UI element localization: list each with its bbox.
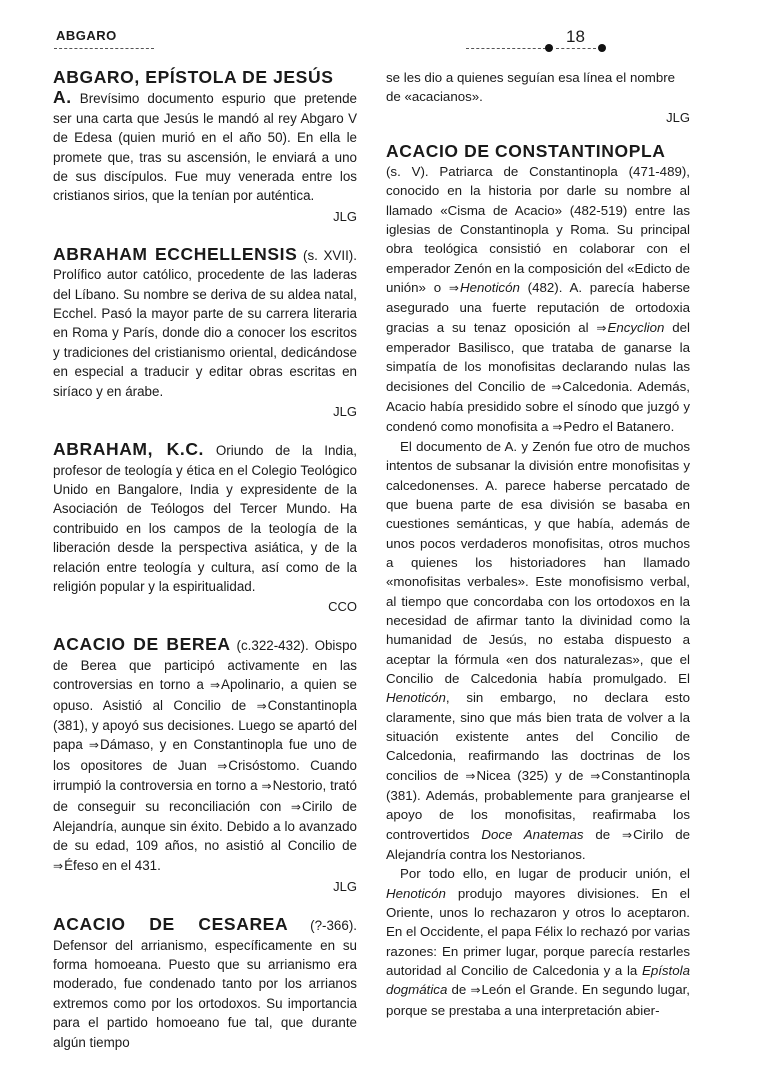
- cross-reference-link[interactable]: Cirilo de Alejandría: [53, 798, 357, 834]
- cross-reference-link[interactable]: Nicea: [476, 767, 511, 783]
- author-initials: CCO: [328, 599, 357, 615]
- entry-text: del emperador Basilisco, que trataba de ganarse la simpatía de los monofisitas declarando nulas las decisiones del Concilio de: [386, 319, 690, 394]
- entry-abraham-ecchellensis: [53, 245, 357, 422]
- running-head: ABGARO: [56, 28, 117, 43]
- cross-reference-arrow-icon: ⇒: [53, 858, 64, 873]
- cross-reference-arrow-icon: ⇒: [465, 768, 476, 783]
- entry-text: produjo mayores divisiones. En el Oriente, unos lo rechazaron y otros lo aceptaron. En el Occidente, el papa Félix lo rechazó por varias razones: En primer lugar, porque parecía restarles autoridad al Concilio de Calcedonia y a la: [386, 885, 690, 979]
- cross-reference-arrow-icon: ⇒: [290, 799, 301, 814]
- author-initials: JLG: [666, 109, 690, 125]
- headword: ABRAHAM ECCHELLENSIS: [53, 243, 298, 264]
- entry-text: Defensor del arrianismo, específicamente en su forma homoeana. Puesto que su arrianismo era moderado, fue condenado tanto por los arrianos extremos como por los ortodoxos. Su importancia para el partido homoeano fue tal, que durante algún tiempo: [53, 937, 357, 1050]
- cross-reference-link[interactable]: Crisóstomo: [228, 757, 297, 773]
- italic-title: Epístola dogmática: [386, 963, 690, 998]
- cross-reference-link[interactable]: Pedro el Batanero: [563, 418, 671, 434]
- entry-text: Brevísimo documento espurio que pretende ser una carta que Jesús le mandó al rey Abgaro V de Edesa (quien murió en el año 50). En ella le promete que, tras su ascensión, le enviará a uno de sus discípulos. Fue muy venerada entre los cristianos sirios, que la tenían por auténtica.: [53, 91, 357, 204]
- italic-title: Henoticón: [386, 885, 446, 901]
- entry-acacio-de-cesarea-part2: [386, 68, 690, 128]
- headword: ABGARO, EPÍSTOLA DE JESÚS: [53, 67, 334, 87]
- entry-text: (381), y apoyó sus decisiones. Luego se apartó del papa: [53, 717, 357, 753]
- cross-reference-link[interactable]: Cirilo de Alejandría: [386, 826, 690, 863]
- cross-reference-link[interactable]: Encyclion: [607, 319, 665, 335]
- cross-reference-link[interactable]: Constantinopla: [267, 697, 357, 713]
- italic-title: Henoticón: [386, 690, 446, 706]
- cross-reference-arrow-icon: ⇒: [470, 983, 481, 998]
- entry-text: de: [447, 982, 471, 998]
- header-rule-mid: [556, 48, 596, 49]
- cross-reference-arrow-icon: ⇒: [217, 758, 228, 773]
- entry-text: contra los Nestorianos.: [445, 847, 586, 863]
- author-initials: JLG: [333, 879, 357, 895]
- cross-reference-arrow-icon: ⇒: [448, 281, 459, 296]
- header-dot-right: [598, 44, 606, 52]
- entry-acacio-de-berea: [53, 635, 357, 897]
- entry-dates: (s. V).: [386, 164, 429, 180]
- cross-reference-link[interactable]: Constantinopla: [601, 767, 691, 783]
- headword: ABRAHAM, K.C.: [53, 439, 205, 460]
- header-rule-left: [54, 48, 154, 49]
- cross-reference-arrow-icon: ⇒: [88, 738, 99, 753]
- entry-text: Por todo ello, en lugar de producir unión, el: [400, 866, 690, 882]
- headword: ACACIO DE CESAREA: [53, 914, 289, 935]
- cross-reference-arrow-icon: ⇒: [552, 419, 563, 434]
- entry-text: . En segundo lugar, porque se prestaba a una interpretación abier-: [386, 982, 690, 1018]
- entry-text: en el 431.: [98, 857, 161, 873]
- author-initials: JLG: [333, 208, 357, 224]
- entry-text: . Cuando irrumpió la controversia en torno a: [53, 757, 357, 794]
- cross-reference-arrow-icon: ⇒: [596, 320, 607, 335]
- entry-text: , sin embargo, no declara esto claramente, sino que más bien trata de volver a la situación existente antes del Concilio de Calcedonia, reafirmando las doctrinas de los concilios de: [386, 690, 690, 783]
- cross-reference-arrow-icon: ⇒: [551, 379, 562, 394]
- cross-reference-arrow-icon: ⇒: [209, 678, 221, 693]
- cross-reference-link[interactable]: Dámaso: [99, 737, 150, 753]
- entry-text: Patriarca de Constantinopla (471-489), conocido en la historia por darle su nombre al llamado «Cisma de Acacio» (482-519) entre las iglesias de Constantinopla y Roma. Su principal obra teológica consistió en colaborar con el emperador Zenón en la composición del «Edicto de unión» o: [386, 164, 690, 296]
- entry-text: Prolífico autor católico, procedente de las laderas del Líbano. Su nombre se deriva de su aldea natal, Ecchel. Pasó la mayor parte de su carrera literaria en Roma y París, donde dio a conocer los escritos y tradiciones del cristianismo oriental, dedicándose en especial a traducir y editar obras escritas en siríaco y en árabe.: [53, 267, 357, 399]
- entry-text: (381). Además, probablemente para granjearse el apoyo de los monofisitas, reafirmaba los controvertidos: [386, 788, 690, 842]
- entry-dates: (s. XVII).: [297, 247, 357, 263]
- entry-acacio-de-constantinopla: [386, 142, 690, 1020]
- entry-text: , trató de conseguir su reconciliación con: [53, 778, 357, 814]
- page-number: 18: [566, 27, 585, 46]
- entry-abraham-kc: [53, 440, 357, 617]
- entry-text: Obispo de Berea que participó activamente en las controversias en torno a: [53, 638, 357, 693]
- entry-text: .: [670, 418, 675, 434]
- entry-text: . Además, Acacio había presidido sobre el sínodo que juzgó y condenó como monofisita a: [386, 378, 690, 434]
- cross-reference-link[interactable]: León el Grande: [481, 982, 575, 998]
- paragraph: [386, 864, 690, 1020]
- italic-title: Doce Anatemas: [481, 826, 584, 842]
- header-rule-right: [466, 48, 546, 49]
- paragraph: [386, 437, 690, 865]
- cross-reference-link[interactable]: Éfeso: [64, 857, 99, 873]
- entry-text: , aunque sin éxito. Debido a lo avanzado de su edad, 109 años, no asistió al Concilio de: [53, 819, 357, 854]
- entry-text: (325) y de: [510, 767, 591, 783]
- entry-abgaro: [53, 68, 357, 227]
- cross-reference-link[interactable]: Calcedonia: [562, 378, 629, 394]
- headword: ACACIO DE BEREA: [53, 634, 231, 655]
- cross-reference-link[interactable]: Apolinario: [221, 677, 281, 693]
- left-column: [53, 68, 357, 1070]
- entry-text: , a quien se opuso. Asistió al Concilio de: [53, 677, 357, 713]
- entry-acacio-de-cesarea-part1: [53, 915, 357, 1052]
- cross-reference-arrow-icon: ⇒: [622, 827, 633, 842]
- entry-text: (482). A. parecía haberse asegurado una fuerte reputación de ortodoxia gracias a su tenaz oposición al: [386, 280, 691, 335]
- cross-reference-link[interactable]: Henoticón: [459, 280, 520, 296]
- headword: ACACIO DE CONSTANTINOPLA: [386, 140, 666, 161]
- cross-reference-arrow-icon: ⇒: [256, 698, 267, 713]
- cross-reference-arrow-icon: ⇒: [590, 768, 601, 783]
- right-column: [386, 68, 690, 1038]
- entry-text: El documento de A. y Zenón fue otro de muchos intentos de subsanar la división entre monofisitas y calcedonenses. A. parece haberse percatado de que buena parte de esa división se basaba en cuestiones semánticas, y que había, además de unos pocos verdaderos monofisitas, otros muchos a quienes los historiadores han llamado «monofisitas verbales». Este monofisismo verbal, al tiempo que concordaba con los ortodoxos en la necesidad de afirmar tanto la divinidad como la humanidad de Jesús, no estaba dispuesto a aceptar la fórmula «en dos naturalezas», que el Concilio de Calcedonia había promulgado. El: [386, 438, 690, 686]
- cross-reference-arrow-icon: ⇒: [261, 779, 272, 794]
- header-dot-left: [545, 44, 553, 52]
- entry-text: Oriundo de la India, profesor de teología y ética en el Colegio Teológico Unido en Bangalore, India y expresidente de la Asociación de Teólogos del Tercer Mundo. Ha contribuido en los campos de la teología de la liberación desde la perspectiva asiática, y de la relación entre teología y cultura, así como de la religión popular y la espiritualidad.: [53, 443, 357, 594]
- cross-reference-link[interactable]: Nestorio: [272, 778, 323, 794]
- entry-dates: (?-366).: [288, 918, 357, 934]
- entry-text: se les dio a quienes seguían esa línea el nombre de «acacianos».: [386, 70, 676, 105]
- entry-text: de: [583, 826, 623, 842]
- entry-text: , y en Constantinopla fue uno de los opositores de Juan: [53, 737, 357, 773]
- headword-abbrev: A.: [53, 87, 72, 108]
- author-initials: JLG: [333, 404, 357, 420]
- entry-dates: (c.322-432).: [230, 638, 309, 654]
